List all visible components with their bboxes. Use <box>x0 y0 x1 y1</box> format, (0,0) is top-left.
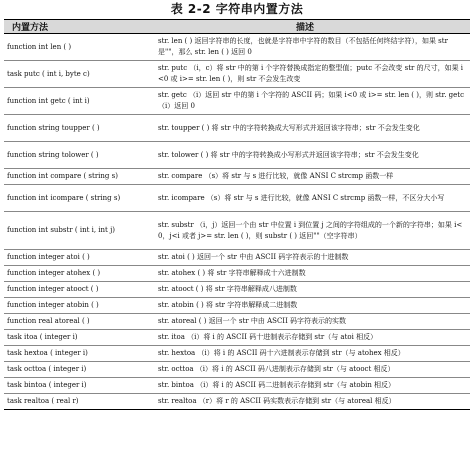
table-row <box>4 314 470 330</box>
method-description: str. atooct ( ) 将 str 字符串解释成八进制数 <box>140 282 470 298</box>
header-description: 描述 <box>140 20 470 34</box>
method-description: str. toupper ( ) 将 str 中的字符转换成大写形式并返回该字符串；str 不会发生变化 <box>140 115 470 142</box>
method-description: str. realtoa （r）将 r 的 ASCII 码实数表示存储到 str（与 atoreal 相反） <box>140 394 470 410</box>
table-row <box>4 212 470 250</box>
table-row <box>4 185 470 212</box>
header-method: 内置方法 <box>4 20 140 34</box>
table-row <box>4 346 470 362</box>
method-signature: function integer atooct ( ) <box>4 282 140 298</box>
table-row <box>4 362 470 378</box>
method-signature: function int icompare ( string s) <box>4 185 140 212</box>
table-row <box>4 34 470 61</box>
method-description: str. hextoa （i）将 i 的 ASCII 码十六进制表示存储到 str（与 atohex 相反） <box>140 346 470 362</box>
table-row <box>4 61 470 88</box>
table-row <box>4 378 470 394</box>
method-signature: function real atoreal ( ) <box>4 314 140 330</box>
table-row <box>4 330 470 346</box>
method-description: str. atoreal ( ) 返回一个 str 中由 ASCII 码字符表示的实数 <box>140 314 470 330</box>
string-methods-table <box>4 19 470 410</box>
method-description: str. bintoa （i）将 i 的 ASCII 码二进制表示存储到 str（与 atobin 相反） <box>140 378 470 394</box>
method-signature: task bintoa ( integer i) <box>4 378 140 394</box>
method-description: str. atobin ( ) 将 str 字符串解释成二进制数 <box>140 298 470 314</box>
method-description: str. len ( ) 返回字符串的长度，也就是字符串中字符的数目（不包括任何终结字符），如果 str 是""，那么 str. len ( ) 返回 0 <box>140 34 470 61</box>
method-signature: task hextoa ( integer i) <box>4 346 140 362</box>
table-caption: 表 2-2 字符串内置方法 <box>170 2 304 16</box>
method-signature: function string toupper ( ) <box>4 115 140 142</box>
table-row <box>4 142 470 169</box>
method-description: str. itoa （i）将 i 的 ASCII 码十进制表示存储到 str（与 atoi 相反） <box>140 330 470 346</box>
method-description: str. icompare （s）将 str 与 s 进行比较，就像 ANSI C strcmp 函数一样，不区分大小写 <box>140 185 470 212</box>
method-description: str. getc （i）返回 str 中的第 i 个字符的 ASCII 码；如果 i<0 或 i>= str. len ( )，则 str. getc （i）返回 0 <box>140 88 470 115</box>
table-row <box>4 115 470 142</box>
table-row <box>4 282 470 298</box>
table-row <box>4 266 470 282</box>
method-signature: task itoa ( integer i) <box>4 330 140 346</box>
method-signature: function integer atoi ( ) <box>4 250 140 266</box>
method-signature: task realtoa ( real r) <box>4 394 140 410</box>
method-description: str. compare （s）将 str 与 s 进行比较，就像 ANSI C strcmp 函数一样 <box>140 169 470 185</box>
method-signature: task putc ( int i, byte c) <box>4 61 140 88</box>
method-description: str. atohex ( ) 将 str 字符串解释成十六进制数 <box>140 266 470 282</box>
table-row <box>4 394 470 410</box>
table-row <box>4 298 470 314</box>
table-row <box>4 169 470 185</box>
table-row <box>4 88 470 115</box>
method-description: str. putc （i，c）将 str 中的第 i 个字符替换成指定的整型值；putc 不会改变 str 的尺寸，如果 i<0 或 i>= str. len ( )，则 str 不会发生改变 <box>140 61 470 88</box>
method-signature: function int getc ( int i) <box>4 88 140 115</box>
table-row <box>4 250 470 266</box>
method-signature: function string tolower ( ) <box>4 142 140 169</box>
method-signature: function integer atobin ( ) <box>4 298 140 314</box>
table-header-row <box>4 20 470 34</box>
method-signature: function integer atohex ( ) <box>4 266 140 282</box>
method-signature: function int substr ( int i, int j) <box>4 212 140 250</box>
method-signature: task octtoa ( integer i) <box>4 362 140 378</box>
method-signature: function int len ( ) <box>4 34 140 61</box>
method-description: str. substr （i，j）返回一个由 str 中位置 i 到位置 j 之间的字符组成的一个新的字符串；如果 i<0，j<i 或者 j>= str. len ( )，则 substr ( ) 返回""（空字符串） <box>140 212 470 250</box>
method-description: str. tolower ( ) 将 str 中的字符转换成小写形式并返回该字符串；str 不会发生变化 <box>140 142 470 169</box>
method-description: str. octtoa （i）将 i 的 ASCII 码八进制表示存储到 str（与 atooct 相反） <box>140 362 470 378</box>
method-description: str. atoi ( ) 返回一个 str 中由 ASCII 码字符表示的十进制数 <box>140 250 470 266</box>
method-signature: function int compare ( string s) <box>4 169 140 185</box>
